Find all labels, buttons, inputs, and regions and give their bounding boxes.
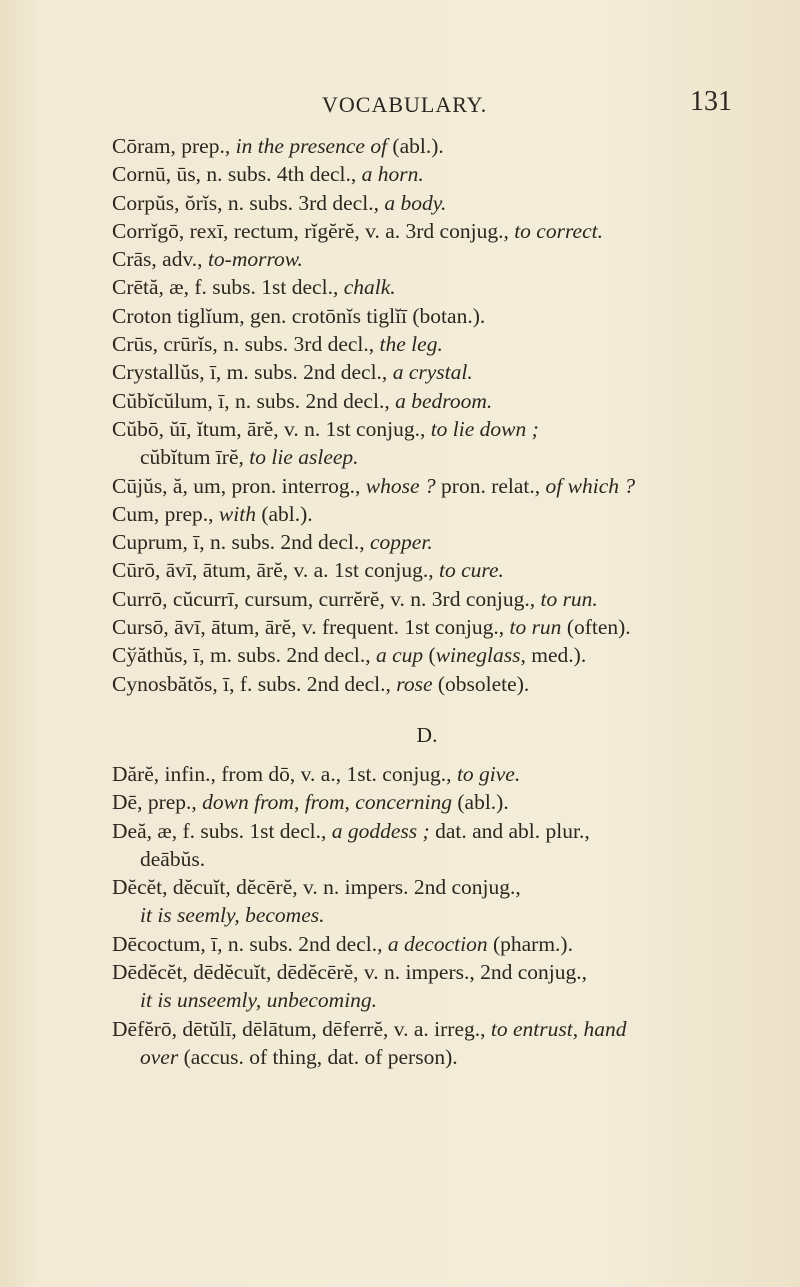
vocabulary-entry [112, 556, 752, 584]
entry-gloss: to entrust, hand [490, 1016, 627, 1041]
page-number: 131 [690, 86, 732, 117]
entry-text: Crētă, æ, f. subs. 1st decl., [112, 275, 344, 300]
entry-text: dat. and abl. plur., [429, 818, 590, 843]
entry-text: (obsolete). [432, 671, 530, 696]
entry-text: Crystallŭs, ī, m. subs. 2nd decl., [112, 360, 393, 385]
entry-text: Dărĕ, infin., from dō, v. a., 1st. conjug., [112, 761, 457, 786]
entry-text: Dĕcĕt, dĕcuĭt, dĕcērĕ, v. n. impers. 2nd conjug., [112, 875, 521, 900]
entry-text: Cŭbō, ŭī, ĭtum, ārĕ, v. n. 1st conjug., [112, 416, 431, 441]
vocabulary-entry [112, 585, 752, 613]
entry-gloss: wineglass [435, 643, 521, 668]
entry-text: Cūrō, āvī, ātum, ārĕ, v. a. 1st conjug., [112, 558, 440, 583]
entry-text: , [293, 790, 305, 815]
entry-text: Crūs, crūrĭs, n. subs. 3rd decl., [112, 332, 380, 357]
entry-gloss: down from [202, 790, 294, 815]
entry-text: (abl.). [255, 501, 313, 526]
entry-text: (often). [561, 615, 631, 640]
vocabulary-entry [112, 189, 752, 217]
entry-text: (abl.). [452, 790, 509, 815]
entry-gloss: a goddess ; [331, 818, 430, 843]
entry-text: Croton tiglĭum, gen. crotōnĭs tiglĭī (botan.). [112, 303, 486, 328]
entry-gloss: a body. [384, 190, 447, 215]
entry-text: Corrĭgō, rexī, rectum, rĭgĕrĕ, v. a. 3rd conjug., [112, 218, 515, 243]
entry-text: Dēfĕrō, dētŭlī, dēlātum, dēferrĕ, v. a. irreg., [112, 1016, 491, 1041]
entry-text: (pharm.). [487, 931, 573, 956]
vocabulary-entry [112, 641, 752, 669]
entry-text: pron. relat., [435, 473, 546, 498]
entry-continuation [112, 986, 752, 1014]
vocabulary-entry [112, 273, 752, 301]
entry-gloss: from [304, 790, 345, 815]
vocabulary-entry [112, 160, 752, 188]
vocabulary-entry [112, 217, 752, 245]
entry-gloss: in the presence of [235, 134, 388, 158]
entry-gloss: over [140, 1044, 179, 1069]
vocabulary-entry [112, 670, 752, 698]
entry-text: Cōram, prep., [112, 134, 236, 158]
entry-text: (abl.). [387, 134, 444, 158]
entry-text: (accus. of thing, dat. of person). [178, 1044, 458, 1069]
entry-gloss: the leg. [379, 332, 443, 357]
vocabulary-entry [112, 958, 752, 1015]
vocabulary-entry [112, 1015, 752, 1072]
vocabulary-entry [112, 358, 752, 386]
vocabulary-entry [112, 613, 752, 641]
entry-gloss: a cup [375, 643, 424, 668]
entry-text: Cynosbătŏs, ī, f. subs. 2nd decl., [112, 671, 397, 696]
entry-gloss: a decoction [387, 931, 488, 956]
vocabulary-entry [112, 302, 752, 330]
vocabulary-entry [112, 415, 752, 472]
entry-continuation [112, 901, 752, 929]
entry-gloss: to cure. [439, 558, 504, 583]
entry-text: Cūjŭs, ă, um, pron. interrog., [112, 473, 366, 498]
section-d-entries [112, 760, 752, 1071]
vocabulary-entry [112, 330, 752, 358]
vocabulary-entry [112, 132, 752, 160]
page-header [0, 84, 800, 124]
entry-gloss: to give. [456, 761, 521, 786]
entry-continuation [112, 443, 752, 471]
entry-gloss: chalk. [343, 275, 396, 300]
entry-text: Cum, prep., [112, 501, 219, 526]
vocabulary-entry [112, 387, 752, 415]
entry-gloss: it is unseemly, unbecoming. [140, 988, 378, 1013]
entry-text: deābŭs. [140, 846, 206, 871]
entry-text: , med.). [520, 643, 587, 668]
entry-gloss: whose ? [365, 473, 436, 498]
vocabulary-entry [112, 760, 752, 788]
entry-text: Cŭbĭcŭlum, ī, n. subs. 2nd decl., [112, 388, 396, 413]
vocabulary-entry [112, 500, 752, 528]
entry-text: Cursō, āvī, ātum, ārĕ, v. frequent. 1st conjug., [112, 615, 510, 640]
entry-gloss: a horn. [361, 162, 424, 187]
vocabulary-entry [112, 528, 752, 556]
entry-gloss: to lie asleep. [249, 445, 359, 470]
entry-text: Currō, cŭcurrī, cursum, currĕrĕ, v. n. 3rd conjug., [112, 586, 541, 611]
vocabulary-entry [112, 930, 752, 958]
entry-continuation [112, 845, 752, 873]
entry-gloss: to correct. [514, 218, 603, 243]
entry-text: Dēdĕcĕt, dēdĕcuĭt, dēdĕcērĕ, v. n. impers., 2nd conjug., [112, 960, 588, 985]
entry-text: Cўăthŭs, ī, m. subs. 2nd decl., [112, 643, 376, 668]
vocabulary-entry [112, 873, 752, 930]
section-c-entries [112, 132, 752, 698]
entry-text: Dēcoctum, ī, n. subs. 2nd decl., [112, 931, 388, 956]
entry-gloss: a crystal. [392, 360, 473, 385]
entry-gloss: it is seemly, becomes. [140, 903, 325, 928]
entry-text: , [344, 790, 356, 815]
entry-gloss: to-morrow. [207, 247, 303, 272]
section-letter-d: D. [416, 722, 438, 747]
entry-text: Cuprum, ī, n. subs. 2nd decl., [112, 530, 370, 555]
entry-gloss: rose [396, 671, 433, 696]
vocabulary-entry [112, 472, 752, 500]
entry-text: ( [423, 643, 436, 668]
entry-continuation [112, 1043, 752, 1071]
entry-text: Dē, prep., [112, 790, 203, 815]
entry-text: cŭbĭtum īrĕ, [140, 445, 250, 470]
vocabulary-entry [112, 788, 752, 816]
entry-text: Cornū, ūs, n. subs. 4th decl., [112, 162, 362, 187]
entry-gloss: of which ? [545, 473, 636, 498]
entry-text: Deă, æ, f. subs. 1st decl., [112, 818, 332, 843]
entry-text: Crās, adv., [112, 247, 208, 272]
vocabulary-entry [112, 817, 752, 874]
entry-text: Corpŭs, ŏrĭs, n. subs. 3rd decl., [112, 190, 385, 215]
entry-gloss: concerning [355, 790, 452, 815]
entry-gloss: to run. [540, 586, 598, 611]
entry-gloss: a bedroom. [395, 388, 493, 413]
entry-gloss: to lie down ; [430, 416, 539, 441]
entry-gloss: copper. [370, 530, 433, 555]
entry-gloss: to run [509, 615, 562, 640]
vocabulary-entry [112, 245, 752, 273]
entry-gloss: with [218, 501, 256, 526]
running-title: VOCABULARY. [322, 92, 488, 117]
vocabulary-list [112, 132, 752, 1071]
